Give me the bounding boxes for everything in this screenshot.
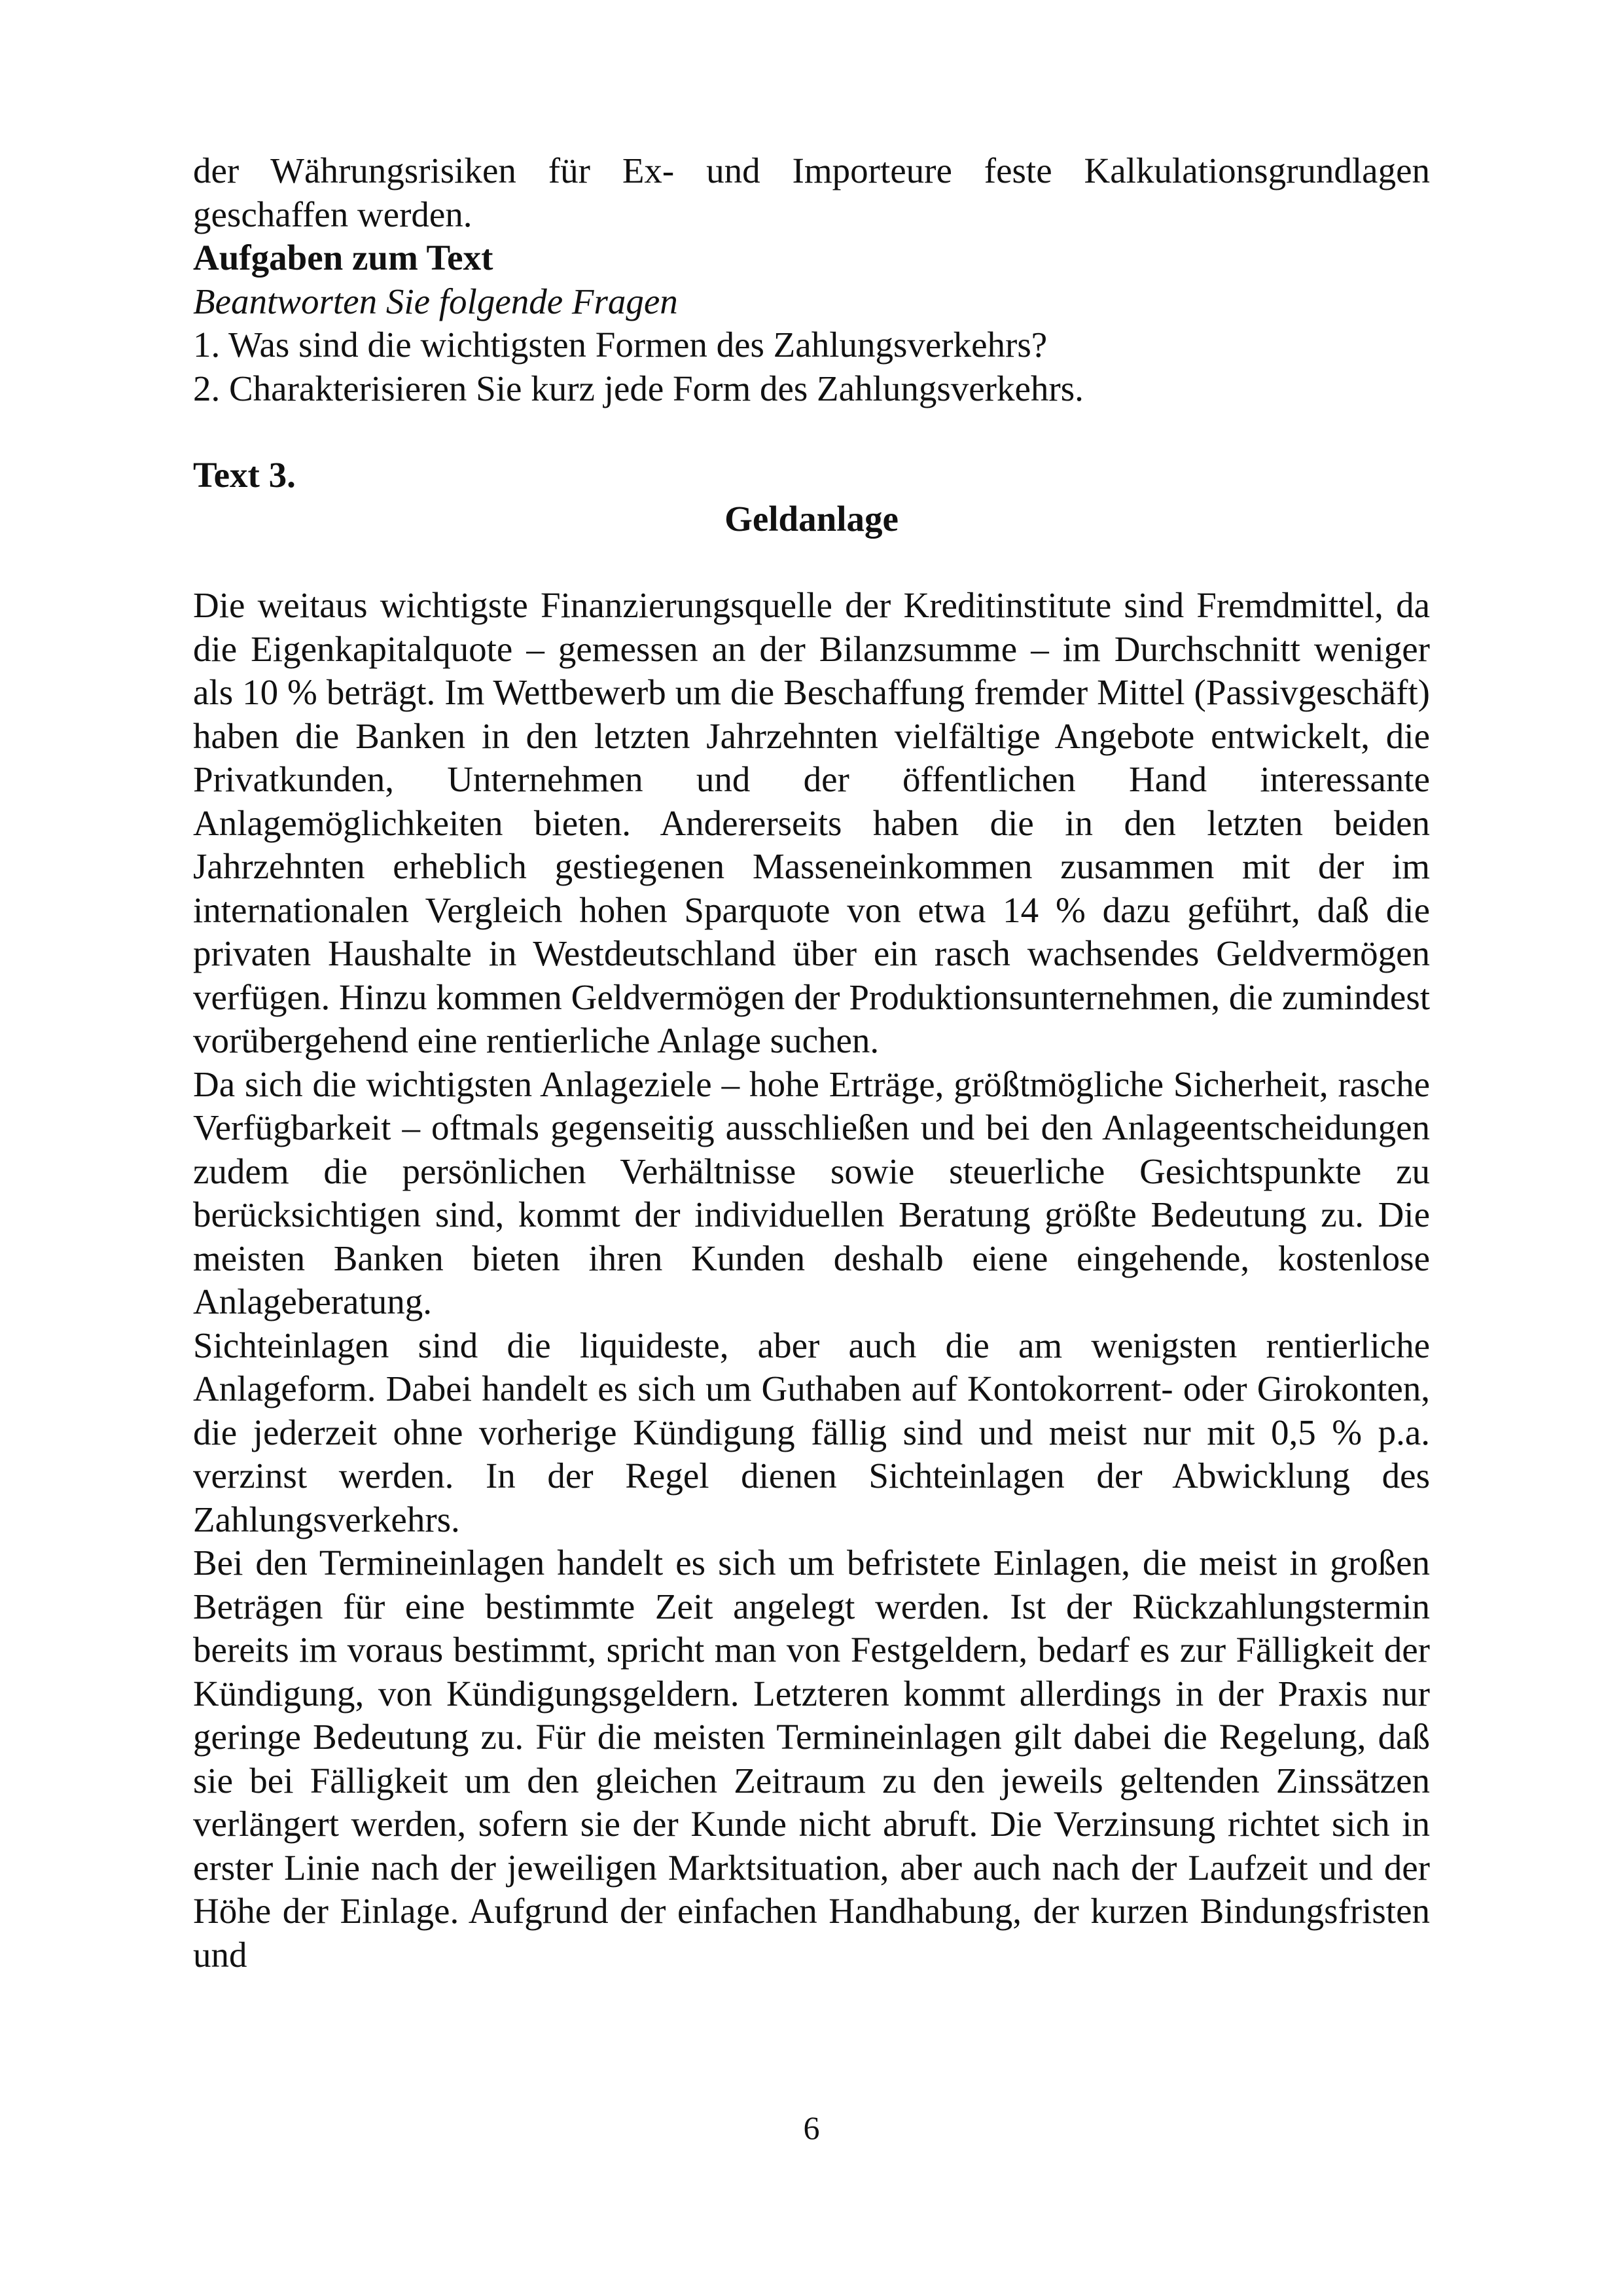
section-label: Text 3. <box>193 455 296 495</box>
body-paragraph: Sichteinlagen sind die liquideste, aber auch die am wenigsten rentierliche Anlageform. Dabei handelt es sich um Guthaben auf Kontokorrent- oder Girokonten, die jederzeit ohne vorherige Kündigung fällig sind und meist nur mit 0,5 % p.a. verzinst werden. In der Regel dienen Sichteinlagen der Abwicklung des Zahlungsverkehrs. <box>193 1325 1430 1539</box>
question-item: 2. Charakterisieren Sie kurz jede Form des Zahlungsverkehrs. <box>193 368 1084 408</box>
question-item: 1. Was sind die wichtigsten Formen des Zahlungsverkehrs? <box>193 325 1048 365</box>
page-number: 6 <box>803 2109 820 2146</box>
tasks-heading: Aufgaben zum Text <box>193 238 493 278</box>
intro-paragraph: der Währungsrisiken für Ex- und Importeure feste Kalkulationsgrundlagen geschaffen werden. <box>193 151 1430 234</box>
page-content <box>193 149 1430 1977</box>
body-paragraph: Die weitaus wichtigste Finanzierungsquelle der Kreditinstitute sind Fremdmittel, da die Eigenkapitalquote – gemessen an der Bilanzsumme – im Durchschnitt weniger als 10 % beträgt. Im Wettbewerb um die Beschaffung fremder Mittel (Passivgeschäft) haben die Banken in den letzten Jahrzehnten vielfältige Angebote entwickelt, die Privatkunden, Unternehmen und der öffentlichen Hand interessante Anlagemöglichkeiten bieten. Andererseits haben die in den letzten beiden Jahrzehnten erheblich gestiegenen Masseneinkommen zusammen mit der im internationalen Vergleich hohen Sparquote von etwa 14 % dazu geführt, daß die privaten Haushalte in Westdeutschland über ein rasch wachsendes Geldvermögen verfügen. Hinzu kommen Geldvermögen der Produktionsunternehmen, die zumindest vorübergehend eine rentierliche Anlage suchen. <box>193 585 1430 1060</box>
body-paragraph: Bei den Termineinlagen handelt es sich um befristete Einlagen, die meist in großen Beträgen für eine bestimmte Zeit angelegt werden. Ist der Rückzahlungstermin bereits im voraus bestimmt, spricht man von Festgeldern, bedarf es zur Fälligkeit der Kündigung, von Kündigungsgeldern. Letzteren kommt allerdings in der Praxis nur geringe Bedeutung zu. Für die meisten Termineinlagen gilt dabei die Regelung, daß sie bei Fälligkeit um den gleichen Zeitraum zu den jeweils geltenden Zinssätzen verlängert werden, sofern sie der Kunde nicht abruft. Die Verzinsung richtet sich in erster Linie nach der jeweiligen Marktsituation, aber auch nach der Laufzeit und der Höhe der Einlage. Aufgrund der einfachen Handhabung, der kurzen Bindungsfristen und <box>193 1543 1430 1975</box>
section-title: Geldanlage <box>724 498 899 539</box>
tasks-instruction: Beantworten Sie folgende Fragen <box>193 281 678 321</box>
body-paragraph: Da sich die wichtigsten Anlageziele – hohe Erträge, größtmögliche Sicherheit, rasche Verfügbarkeit – oftmals gegenseitig ausschließen und bei den Anlageentscheidungen zudem die persönlichen Verhältnisse sowie steuerliche Gesichtspunkte zu berücksichtigen sind, kommt der individuellen Beratung größte Bedeutung zu. Die meisten Banken bieten ihren Kunden deshalb eiene eingehende, kostenlose Anlageberatung. <box>193 1064 1430 1321</box>
